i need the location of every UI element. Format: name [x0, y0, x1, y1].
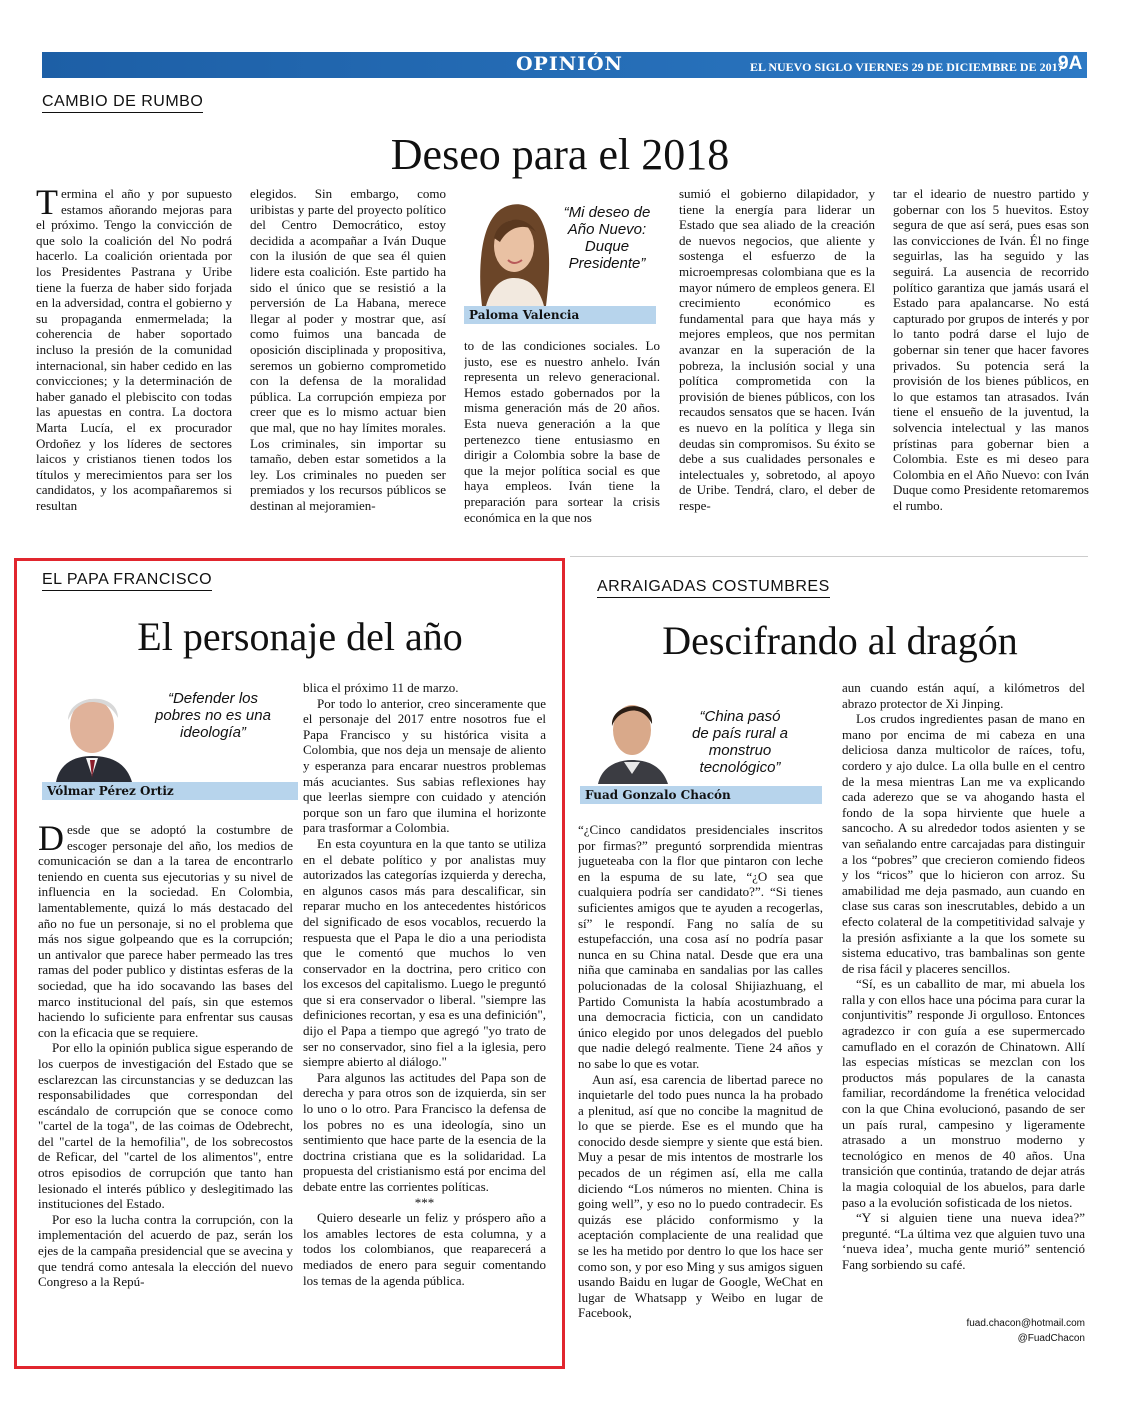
- right-col-2-para-4: “Y si alguien tiene una nueva idea?” pregunté. “La última vez que alguien tuvo una ‘nueva idea’, mucha gente murió” sentenció Fang sorbiendo su café.: [842, 1210, 1085, 1272]
- left-col-1: [38, 822, 293, 1352]
- left-col-2-separator: ***: [414, 1194, 435, 1210]
- right-headline: Descifrando al dragón: [662, 618, 1018, 663]
- top-col-1-text: ermina el año y por supuesto estamos añorando mejoras para el próximo. Tengo la convicción de que solo la coalición del No podrá hacerlo. La coalición orientada por los Presidentes Pastrana y Uribe tiene la fuerza de haber sido forjada en la adversidad, contra el gobierno y su propaganda enmermelada; la coherencia de haber soportado incluso la presión de la comunidad internacional, sin haber cedido en las convicciones; y la determinación de haber ganado el plebiscito con todas las apuestas en contra. La doctora Marta Lucía, el ex procurador Ordoñez y los líderes de sectores laicos y cristianos tienen todos los títulos y merecimientos para ser los candidatos, y los acompañaremos si resultan: [36, 186, 232, 513]
- left-headline: El personaje del año: [137, 614, 463, 659]
- right-col-1: [578, 822, 823, 1352]
- right-pull-quote: “China pasó de país rural a monstruo tecnológico”: [692, 708, 788, 776]
- left-col-2-para-5: Quiero desearle un feliz y próspero año a los amables lectores de esta columna, y a todos los colombianos, que reaparecerá a mediados de enero para seguir comentando los temas de la agenda pública.: [303, 1210, 546, 1288]
- top-author-name: Paloma Valencia: [464, 306, 656, 324]
- top-col-5: tar el ideario de nuestro partido y gobernar con los 5 huevitos. Estoy segura de que así será, pues esas son las convicciones de Iván. Él no finge seguirlas, las ha seguido y las seguirá. La ausencia de recorrido político garantiza que jamás usará el Estado para apalancarse. No está capturado por grupos de interés y por lo tanto podrá darse el lujo de gobernar sin tener que hacer favores privados. Su potencia será la provisión de los bienes públicos, en lo que estamos tan atrasados. Iván tiene el ensueño de la juventud, la solvencia intelectual y las manos prístinas para gobernar bien a Colombia. Este es mi deseo para Colombia en el Año Nuevo: con Iván Duque como Presidente retomaremos el rumbo.: [893, 186, 1089, 513]
- left-col-2-para-1: blica el próximo 11 de marzo.: [303, 680, 459, 695]
- author-twitter: @FuadChacon: [1017, 1333, 1085, 1344]
- top-dropcap: T: [36, 186, 58, 222]
- top-col-4: sumió el gobierno dilapidador, y tiene la energía para liderar un Estado que sea aliado de la creación de nuevos negocios, que aliente y sostenga el esfuerzo de la microempresas colombiana que es la mayor número de empleos genera. El crecimiento económico es fundamental para que haya más y mejores empleos, que nos permitan avanzar en la superación de la pobreza, la inclusión social y una política comprometida con la provisión de bienes públicos, con los recaudos sensatos que se hacen. Iván es nuevo en la política y llega sin deudas sin compromisos. Su éxito se debe a sus cualidades personales e intelectuales y, sobretodo, al apoyo de Uribe. Tendrá, claro, el deber de respe-: [679, 186, 875, 513]
- left-col-2-para-3: En esta coyuntura en la que tanto se utiliza en el debate político y por analistas muy autorizados las categorías izquierda y derecha, en algunos casos más para descalificar, sin reparar mucho en los antecedentes históricos del significado de esos vocablos, recuerdo la respuesta que el Papa le dio a una periodista que le comentó que muchos lo ven conservador en la doctrina, pero critico con los excesos del capitalismo. Luego le preguntó que si era conservador o liberal. "siempre las definiciones recortan, y esa es una definición", dijo el Papa a tiempo que agregó "yo trato de ser no conservador, sino fiel a la iglesia, pero siempre abierto al diálogo.": [303, 835, 546, 1070]
- author-email: fuad.chacon@hotmail.com: [966, 1318, 1085, 1329]
- left-col-2-para-2: Por todo lo anterior, creo sinceramente que el personaje del 2017 entre nosotros fue el Papa Francisco y su histórica visita a Colombia, que nos deja un mensaje de aliento y esperanza para encarar nuestros problemas más acuciantes. Sus sabias reflexiones hay que leerlas siempre con cuidado y atención porque son un faro que ilumina el horizonte para trasformar a Colombia.: [303, 695, 546, 836]
- right-col-1-para-2: Aun así, esa carencia de libertad parece no inquietarle del todo pues nunca la ha probado a plenitud, así que no concibe la magnitud de lo que se pierde. Ese es el mundo que ha conocido desde siempre y siente que está bien. Muy a pesar de mis intentos de mostrarle los pecados de un régimen así, ella me calla diciendo “Los números no mienten. China is going well”, y eso no lo puedo contradecir. Es quizás ese plácido conformismo y la aceptación complaciente de una realidad que se les ha metido por dentro lo que los hace ser como son, y por eso Ming y sus amigos siguen usando Baidu en lugar de Google, WeChat en lugar de Whatsapp y Weibo en lugar de Facebook,: [578, 1071, 823, 1321]
- right-col-2: [842, 680, 1085, 1316]
- left-col-1-para-3: Por eso la lucha contra la corrupción, con la implementación del acuerdo de paz, serán los ejes de la campaña presidencial que se avecina y que tendrá como antesala la elección del nuevo Congreso a la Repú-: [38, 1211, 293, 1290]
- author-photo-paloma: [464, 194, 564, 306]
- left-dropcap: D: [38, 822, 64, 858]
- left-author-name: Vólmar Pérez Ortiz: [42, 782, 298, 800]
- top-col-1: [36, 186, 232, 538]
- left-col-1-para-1-text: esde que se adoptó la costumbre de escoger personaje del año, los medios de comunicación se dan a la tarea de encontrarlo teniendo en cuenta sus ejecutorias y su nivel de influencia en la sociedad. En Colombia, lamentablemente, quizá lo más destacado del año no fue un personaje, si no el problema que más nos sigue golpeando que es la corrupción; un antivalor que parece haber permeado las tres ramas del poder publico y distintas esferas de la sociedad, que ha ido socavando las bases del marco institucional del país, sin que estemos haciendo lo suficiente para enfrentar sus causas con la eficacia que se requiere.: [38, 822, 293, 1040]
- section-title: OPINIÓN: [516, 53, 623, 75]
- right-col-1-para-1: “¿Cinco candidatos presidenciales inscritos por firmas?” preguntó sorprendida mientras jugueteaba con la flor que pintaron con leche en la espuma de su late, “¿O sea que cualquiera podría ser candidato?”. “Si tienes suficientes amigos que te ayuden a recogerlas, sí” le respondí. Fang no salía de su estupefacción, una cosa así no podría pasar nunca en su China natal. Desde que era una niña que caminaba en sandalias por las calles polucionadas de la colosal Shijiazhuang, el Partido Comunista la había acostumbrado a una democracia ficticia, con un candidato único elegido por unos delegados del pueblo que nadie delegó realmente. Tiene 24 años y no sabe lo que es votar.: [578, 822, 823, 1071]
- right-author-name: Fuad Gonzalo Chacón: [580, 786, 822, 804]
- top-col-3: to de las condiciones sociales. Lo justo, ese es nuestro anhelo. Iván representa un relevo generacional. Hemos estado gobernados por la misma generación más de 20 años. Esta nueva generación a la que pertenezco tiene entusiasmo en dirigir a Colombia sobre la base de que la mejor política social es que haya empleos. Iván tiene la preparación para sortear la crisis económica en la que nos: [464, 338, 660, 525]
- top-headline: Deseo para el 2018: [390, 130, 730, 179]
- top-kicker: CAMBIO DE RUMBO: [42, 93, 203, 113]
- left-col-2: [303, 680, 546, 1352]
- left-kicker: EL PAPA FRANCISCO: [42, 571, 212, 591]
- top-pull-quote: “Mi deseo de Año Nuevo: Duque Presidente”: [563, 204, 651, 272]
- left-col-1-para-1: [38, 822, 293, 1040]
- left-col-1-para-2: Por ello la opinión publica sigue esperando de los cuerpos de investigación del Estado que se esclarezcan las circunstancias y se deduzcan las responsabilidades que correspondan del escándalo de corrupción que se conoce como "cartel de la toga", de las coimas de Odebrecht, del "cartel de la hemofilia", de los sobrecostos de Reficar, del "cartel de los alimentos", entre otros episodios de corrupción que tanto han lesionado el interés público y deslegitimado las instituciones del Estado.: [38, 1040, 293, 1212]
- left-pull-quote: “Defender los pobres no es una ideología”: [155, 690, 271, 741]
- horizontal-divider: [570, 556, 1088, 557]
- author-photo-fuad: [582, 684, 682, 784]
- masthead-date: EL NUEVO SIGLO VIERNES 29 DE DICIEMBRE DE 2017: [750, 60, 1064, 74]
- right-col-2-para-1: aun cuando están aquí, a kilómetros del abrazo protector de Xi Jinping.: [842, 680, 1085, 711]
- author-photo-volmar: [42, 680, 142, 782]
- page-number: 9A: [1058, 53, 1083, 74]
- top-col-2: elegidos. Sin embargo, como uribistas y parte del proyecto político del Centro Democrático, estoy decidida a acompañar a Iván Duque con la ilusión de que sea él quien lidere esta coalición. Este partido ha sido el único que se resistió a la perversión de La Habana, merece llegar al poder y mostrar que, así como fuimos una bancada de oposición disciplinada y propositiva, seremos un gobierno comprometido con la defensa de la moralidad pública. La corrupción empieza por creer que es lo mismo actuar bien que mal, que no hay límites morales. Los criminales, sin importar su tamaño, deben estar sometidos a la ley. Los criminales no pueden ser premiados y los recursos públicos se destinan al mejoramien-: [250, 186, 446, 513]
- left-col-2-para-4: Para algunos las actitudes del Papa son de derecha y para otros son de izquierda, sin ser lo uno o lo otro. Para Francisco la defensa de los pobres no es una ideología, sino un sentimiento que hace parte de la esencia de la doctrina cristiana que es la solidaridad. La propuesta del cristianismo está por encima del debate entre las corrientes políticas.: [303, 1069, 546, 1194]
- right-col-2-para-3: “Sí, es un caballito de mar, mi abuela los ralla y con ellos hace una pócima para curar la conjuntivitis” responde Ji orgulloso. Entonces agradezco ir con guía a ese supermercado camuflado en el corazón de Chinatown. Allí las especias místicas se mezclan con los productos más populares de la canasta familiar, recordándome la frenética velocidad con la que China evolucionó, pasando de ser un país rural, campesino y ligeramente atrasado a un monstruo moderno y tecnológico en menos de 40 años. Una transición que continúa, tratando de dejar atrás la magia coloquial de los abuelos, para darle paso a la evolución sofisticada de los nietos.: [842, 976, 1085, 1210]
- right-col-2-para-2: Los crudos ingredientes pasan de mano en mano por encima de mi cabeza en una deliciosa danza multicolor de raíces, tofu, cordero y ajo dulce. La olla bulle en el centro de la mesa mientras Lan me va explicando cada aderezo que se va ahogando hasta el fondo de la sopa hirviente que huele a sancocho. A su alrededor todos asienten y se van señalando entre carcajadas para distinguir a los “pobres” que crecieron comiendo fideos y los “ricos” que lo hicieron con arroz. Su amabilidad me deja pasmado, aun cuando en clase sus caras son inescrutables, debido a un efecto colateral de la competitividad salvaje y la presión asfixiante a la que los somete su sistema educativo, tras bambalinas son gente de risa fácil y placeres sencillos.: [842, 711, 1085, 976]
- right-kicker: ARRAIGADAS COSTUMBRES: [597, 578, 830, 598]
